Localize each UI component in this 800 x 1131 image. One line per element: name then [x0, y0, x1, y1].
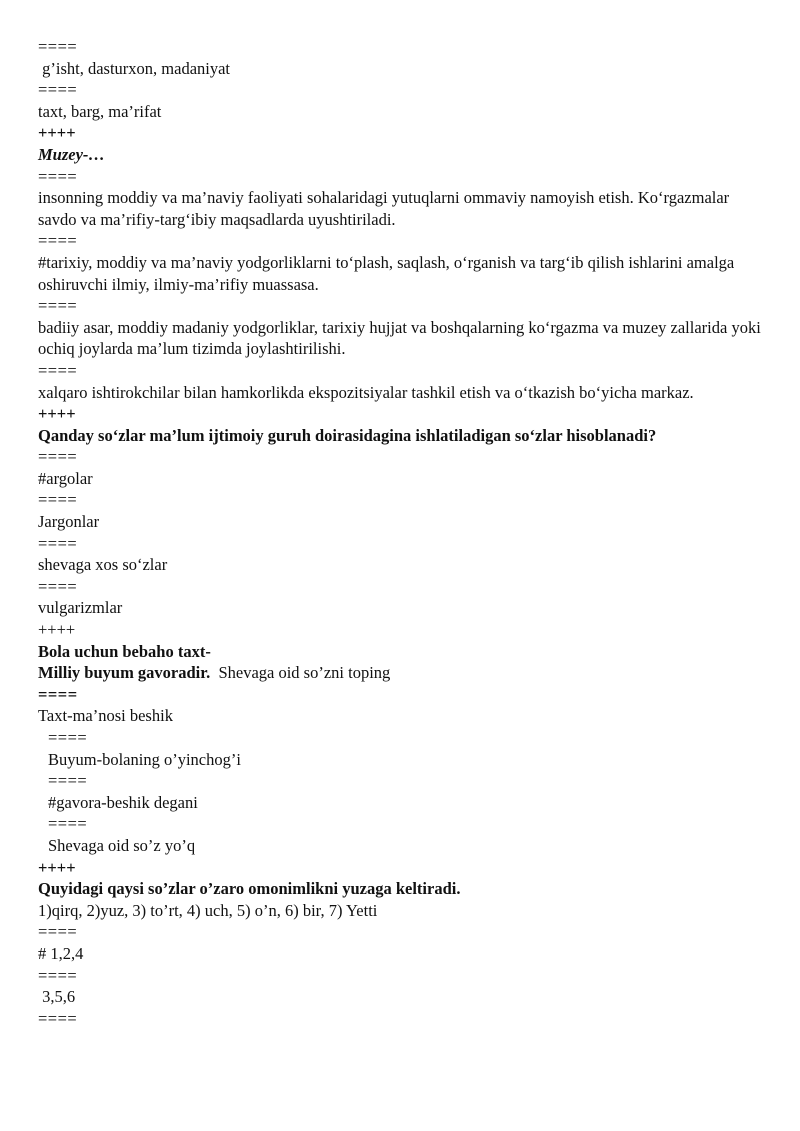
separator: ====	[38, 1008, 78, 1028]
answer-option: Jargonlar	[38, 512, 100, 532]
separator: ====	[38, 922, 78, 942]
question-title-bold: Milliy buyum gavoradir.	[38, 663, 211, 683]
separator: ====	[38, 166, 78, 186]
separator: ====	[38, 533, 78, 553]
answer-option: #tarixiy, moddiy va ma’naviy yodgorliklarni to‘plash, saqlash, o‘rganish va targ‘ib qilish ishlarini amalga oshiruvchi ilmiy, ilmiy-ma’rifiy muassasa.	[38, 252, 735, 294]
question-options: 1)qirq, 2)yuz, 3) to’rt, 4) uch, 5) o’n, 6) bir, 7) Yetti	[38, 900, 378, 920]
answer-option: #gavora-beshik degani	[48, 792, 198, 812]
answer-option: badiiy asar, moddiy madaniy yodgorliklar, tarixiy hujjat va boshqalarning ko‘rgazma va muzey zallarida yoki ochiq joylarda ma’lum tizimda joylashtirilishi.	[38, 317, 761, 359]
question-delimiter: ++++	[38, 620, 76, 640]
separator: ====	[38, 296, 78, 316]
answer-option: # 1,2,4	[38, 943, 84, 963]
question-title: Quyidagi qaysi so’zlar o’zaro omonimlikni yuzaga keltiradi.	[38, 879, 461, 899]
separator: ====	[38, 447, 78, 467]
separator: ====	[48, 814, 88, 834]
answer-option: xalqaro ishtirokchilar bilan hamkorlikda ekspozitsiyalar tashkil etish va o‘tkazish bo‘yicha markaz.	[38, 382, 694, 402]
separator: ====	[38, 80, 78, 100]
answer-option: #argolar	[38, 468, 93, 488]
separator: ====	[38, 360, 78, 380]
separator: ====	[38, 684, 78, 704]
question-title: Muzey-…	[38, 144, 105, 164]
separator: ====	[38, 37, 78, 56]
answer-option: Buyum-bolaning o’yinchog’i	[48, 749, 241, 769]
separator: ====	[38, 576, 78, 596]
answer-option: shevaga xos so‘zlar	[38, 555, 168, 575]
answer-option: 3,5,6	[38, 987, 76, 1007]
question-prompt: Shevaga oid so’zni toping	[210, 663, 391, 683]
answer-option: g’isht, dasturxon, madaniyat	[38, 58, 231, 78]
answer-option: taxt, barg, ma’rifat	[38, 101, 162, 121]
question-title: Bola uchun bebaho taxt-	[38, 641, 211, 661]
separator: ====	[48, 728, 88, 747]
document-page	[38, 36, 768, 1029]
answer-option: insonning moddiy va ma’naviy faoliyati sohalaridagi yutuqlarni ommaviy namoyish etish. Ko‘rgazmalar savdo va ma’rifiy-targ‘ibiy maqsadlarda uyushtiriladi.	[38, 188, 730, 229]
separator: ====	[38, 490, 78, 510]
question-delimiter: ++++	[38, 857, 76, 877]
separator: ====	[38, 231, 78, 251]
separator: ====	[38, 965, 78, 985]
question-title: Qanday so‘zlar ma’lum ijtimoiy guruh doirasidagina ishlatiladigan so‘zlar hisoblanadi?	[38, 425, 657, 445]
answer-option: vulgarizmlar	[38, 598, 123, 618]
answer-option: Taxt-ma’nosi beshik	[38, 706, 173, 726]
separator: ====	[48, 771, 88, 791]
question-delimiter: ++++	[38, 123, 76, 143]
answer-option: Shevaga oid so’z yo’q	[48, 835, 196, 855]
question-delimiter: ++++	[38, 404, 76, 424]
question-title-line	[38, 662, 768, 684]
